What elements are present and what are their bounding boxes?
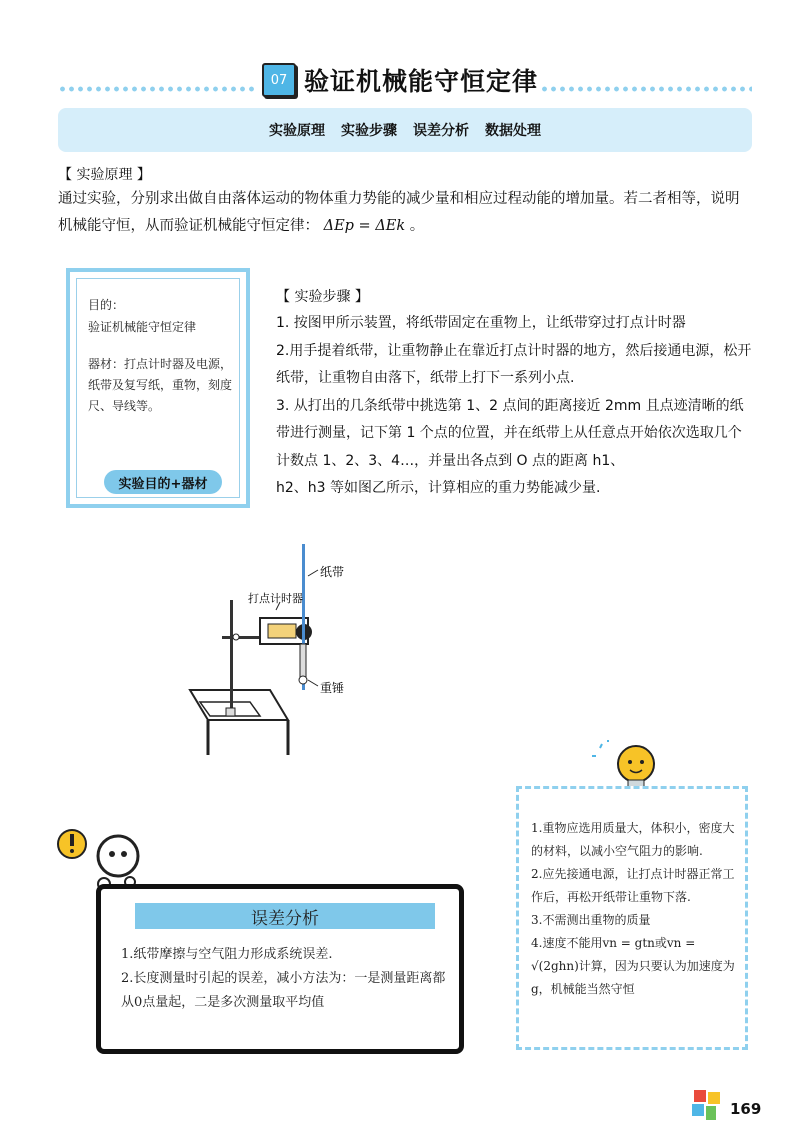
error-title: 误差分析 xyxy=(135,903,435,929)
page-number: 169 xyxy=(730,1100,762,1118)
error-2: 2.长度测量时引起的误差，减小方法为：一是测量距离都从0点量起，二是多次测量取平均值 xyxy=(121,971,446,1010)
label-weight: 重锤 xyxy=(320,681,345,695)
principle-heading: 【 实验原理 】 xyxy=(58,167,151,183)
apparatus-figure xyxy=(180,540,345,770)
tip-3: 3.不需测出重物的质量 xyxy=(531,913,651,927)
purpose-label: 目的： xyxy=(88,298,125,312)
logo-icon xyxy=(690,1088,724,1122)
step-1: 1. 按图甲所示装置，将纸带固定在重物上，让纸带穿过打点计时器 xyxy=(276,315,686,331)
step-2: 2.用手提着纸带，让重物静止在靠近打点计时器的地方，然后接通电源，松开纸带，让重物自由落下，纸带上打下一系列小点. xyxy=(276,342,752,386)
purpose-value: 验证机械能守恒定律 xyxy=(88,320,197,334)
label-tape: 纸带 xyxy=(320,565,345,579)
tab-data: 数据处理 xyxy=(485,123,541,139)
page-title: 验证机械能守恒定律 xyxy=(304,67,539,96)
step-3-cont: h2、h3 等如图乙所示，计算相应的重力势能减少量. xyxy=(276,480,601,496)
step-3: 3. 从打出的几条纸带中挑选第 1、2 点间的距离接近 2mm 且点迹清晰的纸带进行测量，记下第 1 个点的位置，并在纸带上从任意点开始依次选取几个计数点 1、2、3、4…，并量出各点到 O 点的距离 h1、 xyxy=(276,397,744,469)
error-1: 1.纸带摩擦与空气阻力形成系统误差. xyxy=(121,947,333,962)
purpose-pill: 实验目的+器材 xyxy=(104,470,222,494)
steps-text xyxy=(276,310,754,503)
principle-end: 。 xyxy=(409,218,425,234)
materials-text: 器材：打点计时器及电源，纸带及复写纸，重物，刻度尺、导线等。 xyxy=(88,357,233,413)
dotted-divider-right xyxy=(540,86,752,92)
tab-principle: 实验原理 xyxy=(269,123,325,139)
dotted-divider-left xyxy=(58,86,258,92)
purpose-card xyxy=(66,268,250,508)
steps-heading: 【 实验步骤 】 xyxy=(276,289,369,305)
tips-text xyxy=(531,817,743,1001)
tip-1: 1.重物应选用质量大，体积小，密度大的材料，以减小空气阻力的影响. xyxy=(531,821,735,858)
topic-bar xyxy=(58,108,752,152)
error-text xyxy=(121,943,451,1015)
chapter-badge: 07 xyxy=(262,63,296,97)
section-header xyxy=(262,62,538,98)
error-analysis-box xyxy=(96,884,464,1054)
tips-box xyxy=(516,786,748,1050)
tab-error: 误差分析 xyxy=(413,123,469,139)
purpose-text xyxy=(88,294,196,338)
tip-4: 4.速度不能用vn = gtn或vn = √(2ghn)计算，因为只要认为加速度为g，机械能当然守恒 xyxy=(531,936,735,996)
principle-body: 通过实验，分别求出做自由落体运动的物体重力势能的减少量和相应过程动能的增加量。若二者相等，说明机械能守恒，从而验证机械能守恒定律： xyxy=(58,191,740,234)
principle-text xyxy=(58,186,752,240)
tip-2: 2.应先接通电源，让打点计时器正常工作后，再松开纸带让重物下落. xyxy=(531,867,735,904)
principle-formula: ΔEp = ΔEk xyxy=(323,218,406,234)
label-timer: 打点计时器 xyxy=(248,592,303,605)
tab-steps: 实验步骤 xyxy=(341,123,397,139)
